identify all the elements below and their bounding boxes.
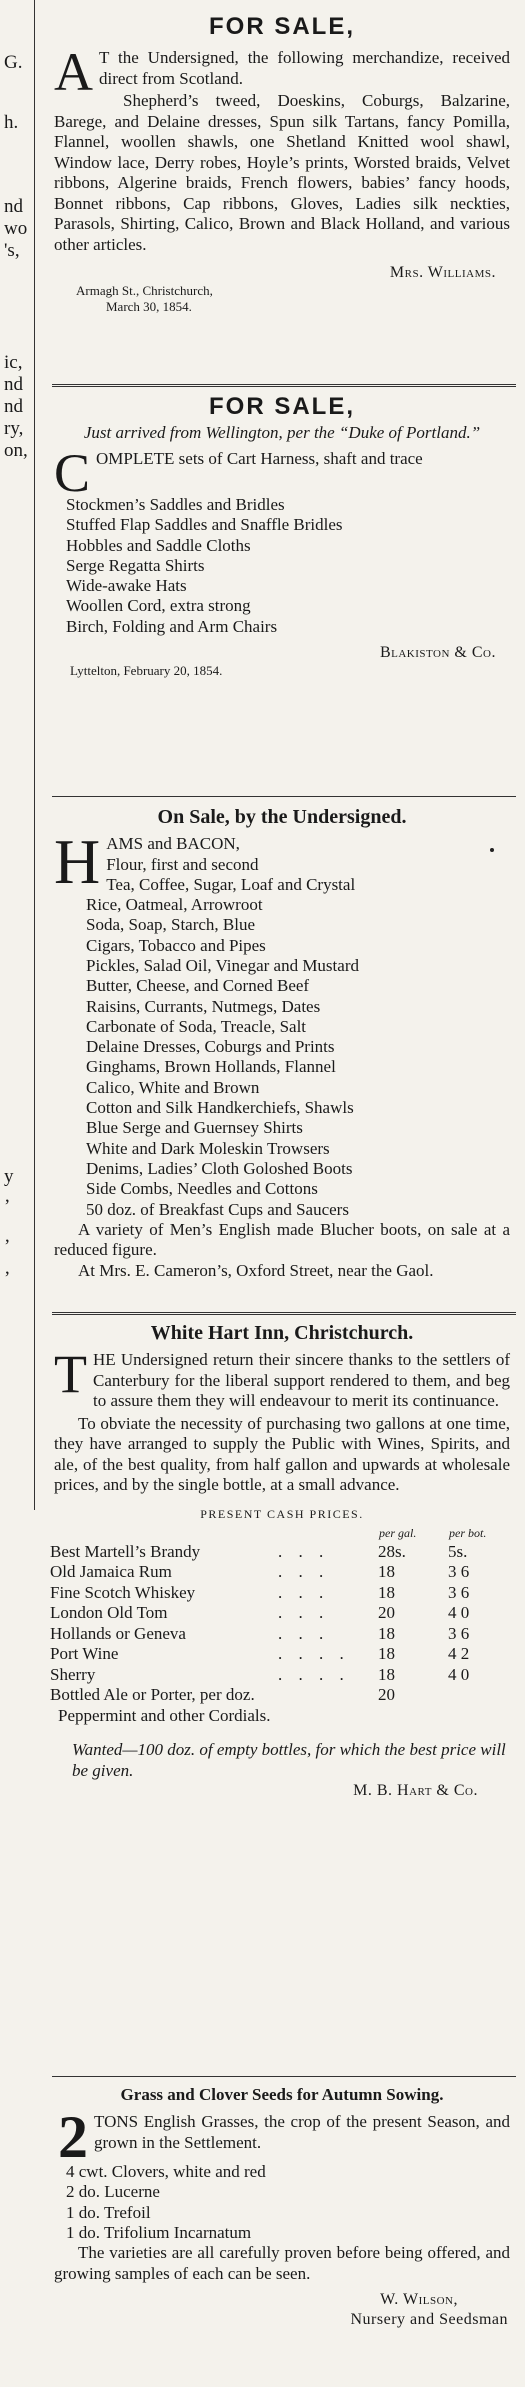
advertiser-title: Nursery and Seedsman [350,2311,508,2329]
item-list [46,495,518,637]
price-item: Sherry [50,1664,96,1684]
drop-numeral: 2 [58,2104,88,2170]
price-item: Hollands or Geneva [50,1623,186,1643]
price-per-dozen: 20 [378,1685,395,1704]
price-per-bottle: 4 2 [448,1644,470,1663]
table-row [50,1665,510,1686]
price-item: London Old Tom [50,1603,168,1622]
advertiser-signature: W. Wilson, [380,2291,458,2309]
advertisement-for-sale-blakiston [46,392,518,679]
advertiser-signature: Mrs. Williams. [389,264,496,281]
list-item: White and Dark Moleskin Trowsers [86,1138,330,1158]
list-item: Pickles, Salad Oil, Vinegar and Mustard [86,955,359,975]
column-header-per-gallon: per gal. [379,1525,417,1540]
intro-text: TONS English Grasses, the crop of the present Season, and grown in the Settlement. [94,2112,510,2152]
price-item: Best Martell’s Brandy [50,1541,201,1561]
adjacent-column-fragments [0,0,35,1510]
price-per-bottle: 4 0 [448,1664,470,1684]
list-item: Soda, Soap, Starch, Blue [86,915,256,935]
advertiser-signature: M. B. Hart & Co. [353,1782,478,1799]
list-item: 50 doz. of Breakfast Cups and Saucers [86,1199,349,1219]
ad-paragraph [46,1344,518,1412]
place: Armagh St., Christchurch, [76,283,213,298]
list-item: 4 cwt. Clovers, white and red [66,2162,266,2181]
list-item: Blue Serge and Guernsey Shirts [86,1118,303,1138]
price-per-gallon: 18 [378,1623,395,1643]
list-item: Raisins, Currants, Nutmegs, Dates [86,996,321,1016]
list-item: Tea, Coffee, Sugar, Loaf and Crystal [106,874,356,894]
price-per-bottle: 3 6 [448,1623,470,1643]
ad-intro [46,42,518,102]
drop-cap: C [54,443,91,503]
item-list [46,2162,518,2243]
intro-text: T the Undersigned, the following merchandize, received direct from Scotland. [99,48,510,88]
fragment-text: ry, [4,418,24,439]
place-date: Lyttelton, February 20, 1854. [70,663,223,679]
cordials-note: Peppermint and other Cordials. [58,1705,271,1725]
date: March 30, 1854. [106,299,192,314]
list-item: Hobbles and Saddle Cloths [66,535,251,555]
newspaper-column [46,0,518,2387]
price-per-gallon: 18 [378,1562,395,1581]
price-table [50,1524,510,1706]
drop-cap: A [54,42,93,102]
list-item: Calico, White and Brown [86,1077,260,1097]
wanted-notice: Wanted—100 doz. of empty bottles, for which the best price will be given. [72,1740,506,1780]
fragment-text: nd [4,196,23,217]
fragment-text: G. [4,52,23,73]
column-header-per-bottle: per bot. [449,1525,487,1540]
price-per-bottle: 4 0 [448,1603,470,1622]
ad-heading: FOR SALE, [208,393,355,420]
fragment-text: on, [4,440,28,461]
list-item: Birch, Folding and Arm Chairs [66,616,278,636]
price-item: Fine Scotch Whiskey [50,1582,196,1602]
leader-dots: . . . [278,1603,330,1622]
price-item: Port Wine [50,1644,119,1663]
ad-note: The varieties are all carefully proven before being offered, and growing samples of each can be seen. [54,2243,510,2283]
leader-dots: . . . [278,1623,330,1643]
price-per-bottle: 5s. [448,1541,468,1561]
fragment-text: h. [4,112,19,133]
ad-paragraph: To obviate the necessity of purchasing two gallons at one time, they have arranged to supply the Public with Wines, Spirits, and ale, of the best quality, from half gallon and upwards at wholesale prices, and by the single bottle, at a small advance. [54,1413,510,1494]
fragment-text: ’ [4,1236,11,1257]
fragment-text: nd [4,374,23,395]
ad-intro [46,2104,518,2170]
leader-dots: . . . [278,1582,330,1602]
table-row [50,1603,510,1624]
list-item: 1 do. Trifolium Incarnatum [66,2222,252,2242]
price-per-gallon: 18 [378,1664,395,1684]
drop-cap: H [54,826,101,897]
ad-heading: On Sale, by the Undersigned. [157,806,407,828]
ad-subheading: Just arrived from Wellington, per the “Duke of Portland.” [83,423,481,442]
leader-dots: . . . . [278,1644,350,1663]
drop-cap: T [54,1344,87,1404]
leader-dots: . . . [278,1541,330,1561]
list-item: Woollen Cord, extra strong [66,596,251,616]
fragment-text: ’ [4,1196,11,1217]
ad-body: Shepherd’s tweed, Doeskins, Coburgs, Balzarine, Barege, and Delaine dresses, Spun silk Tartans, fancy Pomilla, Flannel, woollen shawls, one Shetland Knitted wool shawl, Window lace, Derry robes, Hoyle’s prints, Worsted braids, Velvet ribbons, Algerine braids, French flowers, babies’ fancy hoods, Bonnet ribbons, Cap ribbons, Gloves, Ladies silk neckties, Parasols, Shirting, Calico, Brown and Black Holland, and various other articles. [54,91,510,254]
list-item: Stuffed Flap Saddles and Snaffle Bridles [66,515,343,535]
table-row [50,1624,510,1645]
ad-heading: Grass and Clover Seeds for Autumn Sowing. [120,2085,444,2104]
advertiser-signature: Blakiston & Co. [379,644,496,662]
list-item: Carbonate of Soda, Treacle, Salt [86,1016,307,1036]
price-per-bottle: 3 6 [448,1582,470,1602]
table-row [50,1644,510,1665]
ad-intro [46,443,518,503]
list-item: Side Combs, Needles and Cottons [86,1179,318,1199]
list-item: Cotton and Silk Handkerchiefs, Shawls [86,1098,354,1118]
divider [52,796,516,797]
list-item: Ginghams, Brown Hollands, Flannel [86,1057,336,1077]
ad-note: A variety of Men’s English made Blucher boots, on sale at a reduced figure. [54,1219,510,1260]
fragment-text: 's, [4,240,20,261]
price-per-gallon: 18 [378,1582,395,1602]
ad-heading: White Hart Inn, Christchurch. [150,1322,414,1344]
list-item: Wide-awake Hats [66,576,187,596]
divider [52,384,516,387]
list-item: Stockmen’s Saddles and Bridles [66,495,285,514]
table-row [50,1542,510,1563]
table-row [50,1685,510,1706]
fragment-text: nd [4,396,23,417]
paragraph-text: HE Undersigned return their sincere thanks to the settlers of Canterbury for the liberal support rendered to them, and beg to assure them they will endeavour to merit its continuance. [93,1350,510,1410]
advertisement-white-hart-inn [46,1320,518,1801]
ad-address: At Mrs. E. Cameron’s, Oxford Street, near the Gaol. [78,1260,434,1280]
fragment-text: wo [4,218,28,239]
list-item: 2 do. Lucerne [66,2182,160,2202]
list-item: Delaine Dresses, Coburgs and Prints [86,1037,335,1057]
advertisement-on-sale-cameron [46,804,518,1281]
price-per-gallon: 28s. [378,1541,406,1561]
ad-heading: FOR SALE, [208,13,355,40]
fragment-text: ’ [4,1268,11,1289]
list-item: Denims, Ladies’ Cloth Goloshed Boots [86,1158,353,1178]
list-item: Cigars, Tobacco and Pipes [86,935,266,955]
leader-dots: . . . . [278,1664,350,1684]
price-per-gallon: 20 [378,1603,395,1622]
table-header-row [50,1524,510,1542]
table-row [50,1583,510,1604]
fragment-text: ic, [4,352,23,373]
price-per-gallon: 18 [378,1644,395,1663]
price-item: Bottled Ale or Porter, per doz. [50,1685,255,1704]
advertisement-for-sale-williams [46,12,518,315]
divider [52,2076,516,2077]
print-speck [490,848,494,852]
fragment-text: y [4,1166,14,1187]
intro-text: OMPLETE sets of Cart Harness, shaft and trace [96,449,423,468]
list-item: 1 do. Trefoil [66,2202,151,2222]
price-item: Old Jamaica Rum [50,1562,172,1581]
intro-text: AMS and BACON, [106,834,240,853]
item-list [46,855,518,1220]
advertisement-grass-clover-seeds [46,2082,518,2330]
divider [52,1312,516,1315]
prices-heading: PRESENT CASH PRICES. [200,1506,364,1521]
price-per-bottle: 3 6 [448,1562,470,1581]
list-item: Rice, Oatmeal, Arrowroot [86,895,263,915]
table-row [50,1562,510,1583]
list-item: Butter, Cheese, and Corned Beef [86,976,310,996]
list-item: Serge Regatta Shirts [66,555,205,575]
leader-dots: . . . [278,1562,330,1581]
list-item: Flour, first and second [106,854,259,874]
